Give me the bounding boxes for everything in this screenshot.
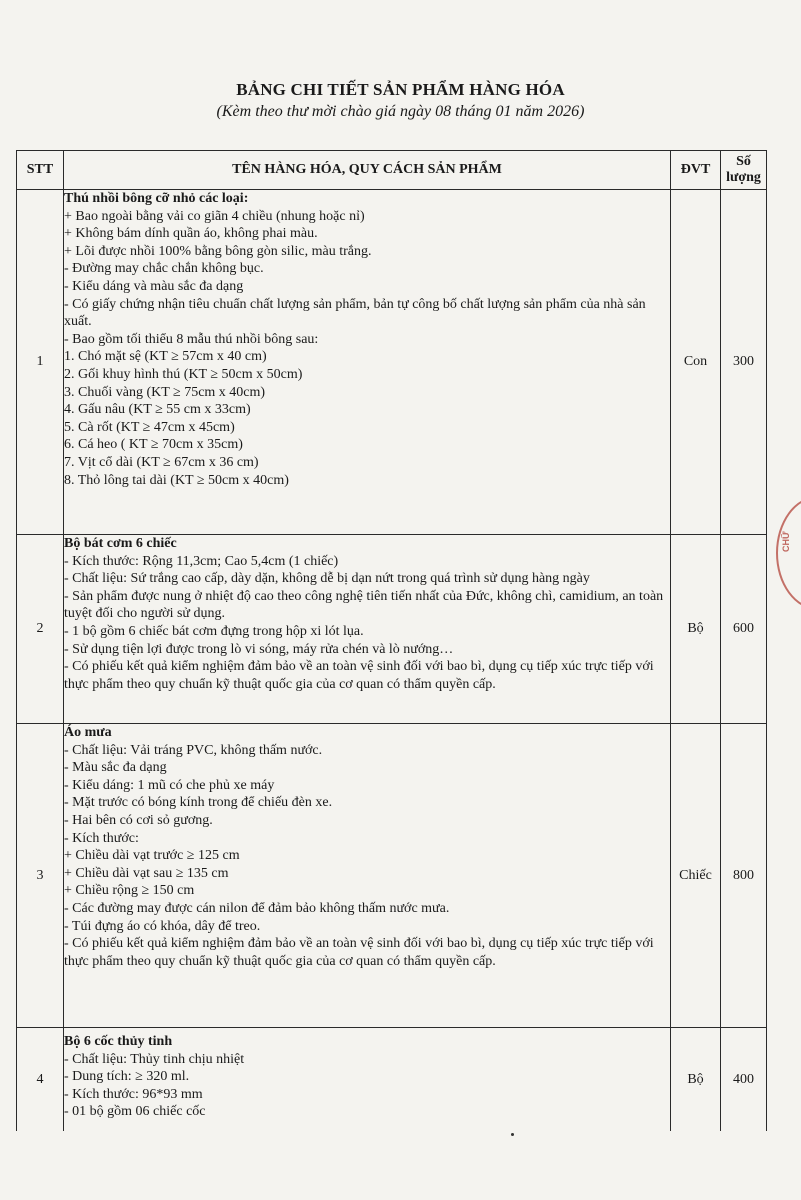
header-quantity-line1: Số: [736, 154, 751, 169]
spec-line: - Có phiếu kết quả kiểm nghiệm đảm bảo về an toàn vệ sinh đối với bao bì, dụng cụ tiếp xúc trực tiếp với thực phẩm theo quy chuẩn kỹ thuật quốc gia của cơ quan có thẩm quyền cấp.: [64, 936, 654, 969]
header-stt: STT: [17, 151, 64, 190]
spec-line: 5. Cà rốt (KT ≥ 47cm x 45cm): [64, 419, 235, 435]
spec-line: - Sử dụng tiện lợi được trong lò vi sóng, máy rửa chén và lò nướng…: [64, 641, 454, 657]
header-quantity: [721, 151, 767, 190]
red-seal-stamp: [776, 496, 801, 610]
row-unit: Bộ: [671, 1028, 721, 1132]
spec-line: - Túi đựng áo có khóa, dây để treo.: [64, 918, 261, 934]
row-description: [64, 1028, 671, 1132]
row-spec-lines: [64, 553, 670, 694]
row-unit: Bộ: [671, 535, 721, 724]
spec-line: + Chiều dài vạt sau ≥ 135 cm: [64, 865, 229, 881]
seal-fragment-text: CHỮ: [781, 531, 791, 552]
table-body: [17, 190, 767, 1132]
row-description: [64, 724, 671, 1028]
spec-line: - Hai bên có cơi sỏ gương.: [64, 812, 213, 828]
row-quantity: 300: [721, 190, 767, 535]
document-subtitle: (Kèm theo thư mời chào giá ngày 08 tháng 01 năm 2026): [216, 103, 585, 120]
row-spec-lines: [64, 742, 670, 971]
spec-line: 2. Gối khuy hình thú (KT ≥ 50cm x 50cm): [64, 366, 303, 382]
spec-line: - Chất liệu: Thủy tinh chịu nhiệt: [64, 1051, 245, 1067]
spec-line: 4. Gấu nâu (KT ≥ 55 cm x 33cm): [64, 402, 251, 418]
header-product-name: TÊN HÀNG HÓA, QUY CÁCH SẢN PHẨM: [64, 151, 671, 190]
row-stt: 3: [17, 724, 64, 1028]
table-row: [17, 190, 767, 535]
row-unit: Con: [671, 190, 721, 535]
spec-line: - Kiểu dáng và màu sắc đa dạng: [64, 278, 244, 294]
spec-line: + Lõi được nhồi 100% bằng bông gòn silic, màu trắng.: [64, 243, 372, 259]
goods-table: [16, 150, 767, 1131]
spec-line: - Kiểu dáng: 1 mũ có che phủ xe máy: [64, 777, 275, 793]
spec-line: 3. Chuối vàng (KT ≥ 75cm x 40cm): [64, 384, 266, 400]
row-stt: 2: [17, 535, 64, 724]
spec-line: - Chất liệu: Vải tráng PVC, không thấm nước.: [64, 742, 323, 758]
spec-line: - 01 bộ gồm 06 chiếc cốc: [64, 1104, 206, 1120]
table-row: [17, 1028, 767, 1132]
spec-line: - Kích thước: Rộng 11,3cm; Cao 5,4cm (1 chiếc): [64, 553, 339, 569]
row-item-title: Thú nhồi bông cỡ nhỏ các loại:: [64, 191, 249, 206]
spec-line: - Sản phẩm được nung ở nhiệt độ cao theo công nghệ tiên tiến nhất của Đức, không chì, camidium, an toàn tuyệt đối cho người sử dụng.: [64, 588, 664, 622]
spec-line: - Màu sắc đa dạng: [64, 760, 167, 776]
row-item-title: Bộ 6 cốc thủy tinh: [64, 1034, 173, 1049]
row-spec-lines: [64, 208, 670, 490]
spec-line: - Chất liệu: Sứ trắng cao cấp, dày dặn, không dễ bị dạn nứt trong quá trình sử dụng hàng ngày: [64, 571, 590, 587]
spec-line: 8. Thỏ lông tai dài (KT ≥ 50cm x 40cm): [64, 472, 289, 488]
spec-line: - Dung tích: ≥ 320 ml.: [64, 1069, 190, 1085]
row-quantity: 400: [721, 1028, 767, 1132]
spec-line: 6. Cá heo ( KT ≥ 70cm x 35cm): [64, 437, 243, 453]
header-quantity-line2: lượng: [726, 170, 761, 185]
row-item-title: Áo mưa: [64, 725, 112, 740]
spec-line: - Kích thước:: [64, 830, 139, 846]
header-unit: ĐVT: [671, 151, 721, 190]
spec-line: - 1 bộ gồm 6 chiếc bát cơm đựng trong hộp xi lót lụa.: [64, 623, 364, 639]
spec-line: - Mặt trước có bóng kính trong để chiếu đèn xe.: [64, 795, 333, 811]
spec-line: - Bao gồm tối thiểu 8 mẫu thú nhồi bông sau:: [64, 331, 319, 347]
spec-line: - Có giấy chứng nhận tiêu chuẩn chất lượng sản phẩm, bản tự công bố chất lượng sản phẩm của nhà sản xuất.: [64, 296, 646, 330]
table-row: [17, 724, 767, 1028]
row-description: [64, 535, 671, 724]
spec-line: - Có phiếu kết quả kiểm nghiệm đảm bảo về an toàn vệ sinh đối với bao bì, dụng cụ tiếp xúc trực tiếp với thực phẩm theo quy chuẩn kỹ thuật quốc gia của cơ quan có thẩm quyền cấp.: [64, 659, 654, 692]
spec-line: - Kích thước: 96*93 mm: [64, 1086, 203, 1102]
table-row: [17, 535, 767, 724]
table-header-row: [17, 151, 767, 190]
spec-line: 1. Chó mặt sệ (KT ≥ 57cm x 40 cm): [64, 349, 267, 365]
spec-line: + Không bám dính quần áo, không phai màu.: [64, 226, 318, 242]
document-title: BẢNG CHI TIẾT SẢN PHẨM HÀNG HÓA: [236, 80, 565, 99]
spec-line: + Chiều dài vạt trước ≥ 125 cm: [64, 848, 240, 864]
row-stt: 1: [17, 190, 64, 535]
row-quantity: 600: [721, 535, 767, 724]
ink-dot: [511, 1133, 514, 1136]
spec-line: 7. Vịt cổ dài (KT ≥ 67cm x 36 cm): [64, 454, 259, 470]
row-unit: Chiếc: [671, 724, 721, 1028]
spec-line: - Đường may chắc chắn không bục.: [64, 261, 264, 277]
spec-line: + Bao ngoài bằng vải co giãn 4 chiều (nhung hoặc nỉ): [64, 208, 365, 224]
row-spec-lines: [64, 1051, 670, 1121]
row-quantity: 800: [721, 724, 767, 1028]
row-stt: 4: [17, 1028, 64, 1132]
spec-line: - Các đường may được cán nilon để đảm bảo không thấm nước mưa.: [64, 900, 450, 916]
row-item-title: Bộ bát cơm 6 chiếc: [64, 536, 177, 551]
row-description: [64, 190, 671, 535]
spec-line: + Chiều rộng ≥ 150 cm: [64, 883, 195, 899]
